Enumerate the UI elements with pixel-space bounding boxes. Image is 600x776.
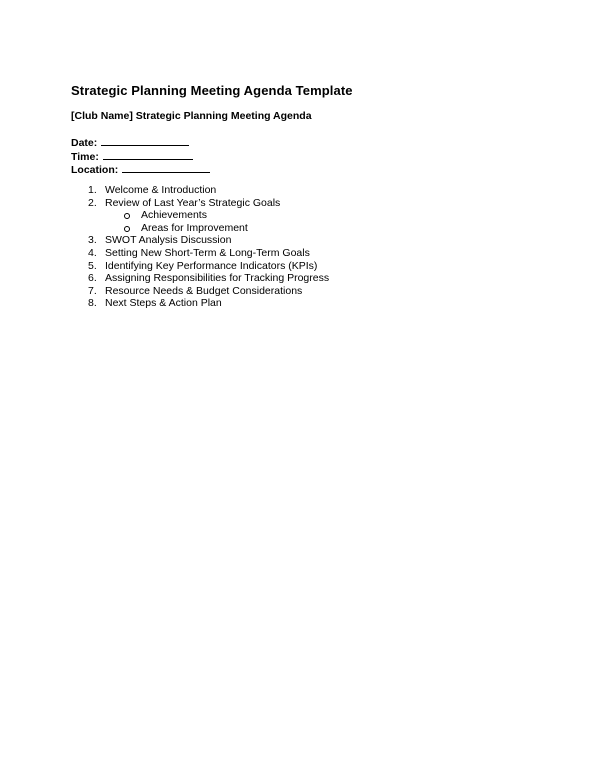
agenda-item-label: Identifying Key Performance Indicators (KPIs) <box>105 259 318 272</box>
time-label: Time: <box>71 150 99 163</box>
agenda-item-number: 8. <box>88 297 97 310</box>
agenda-heading: [Club Name] Strategic Planning Meeting Agenda <box>71 110 312 122</box>
location-blank <box>122 163 210 173</box>
agenda-sub-item <box>88 222 329 235</box>
date-blank <box>101 136 189 146</box>
agenda-item-label: SWOT Analysis Discussion <box>105 234 232 247</box>
agenda-item <box>88 247 329 260</box>
agenda-item-number: 5. <box>88 259 97 272</box>
agenda-item-label: Resource Needs & Budget Considerations <box>105 284 303 297</box>
location-label: Location: <box>71 164 119 176</box>
agenda-item <box>88 260 329 273</box>
agenda-item-number: 1. <box>88 184 97 196</box>
agenda-sub-item <box>88 209 329 222</box>
agenda-item-number: 6. <box>88 272 97 285</box>
agenda-item-label: Assigning Responsibilities for Tracking Progress <box>105 272 330 285</box>
time-field <box>71 150 210 164</box>
agenda-item-label: Review of Last Year’s Strategic Goals <box>105 196 281 209</box>
hollow-bullet-icon <box>124 213 130 219</box>
agenda-sub-item-label: Areas for Improvement <box>141 221 248 234</box>
agenda-sub-item-label: Achievements <box>141 209 207 222</box>
meeting-details <box>71 136 210 177</box>
location-field <box>71 163 210 177</box>
agenda-item <box>88 197 329 235</box>
hollow-bullet-icon <box>124 226 130 232</box>
agenda-item-label: Welcome & Introduction <box>105 184 217 196</box>
agenda-item-label: Next Steps & Action Plan <box>105 297 222 310</box>
agenda-item-number: 7. <box>88 284 97 297</box>
agenda-item <box>88 285 329 298</box>
agenda-item-number: 3. <box>88 234 97 247</box>
agenda-item-number: 4. <box>88 246 97 259</box>
date-field <box>71 136 210 150</box>
agenda-item <box>88 234 329 247</box>
agenda-item-number: 2. <box>88 196 97 209</box>
date-label: Date: <box>71 137 98 149</box>
document-title: Strategic Planning Meeting Agenda Template <box>71 83 353 98</box>
agenda-sub-list <box>88 209 329 234</box>
agenda-item <box>88 184 329 197</box>
agenda-list <box>88 184 329 310</box>
agenda-item <box>88 272 329 285</box>
time-blank <box>103 150 193 160</box>
agenda-item-label: Setting New Short-Term & Long-Term Goals <box>105 246 310 259</box>
agenda-item <box>88 297 329 310</box>
